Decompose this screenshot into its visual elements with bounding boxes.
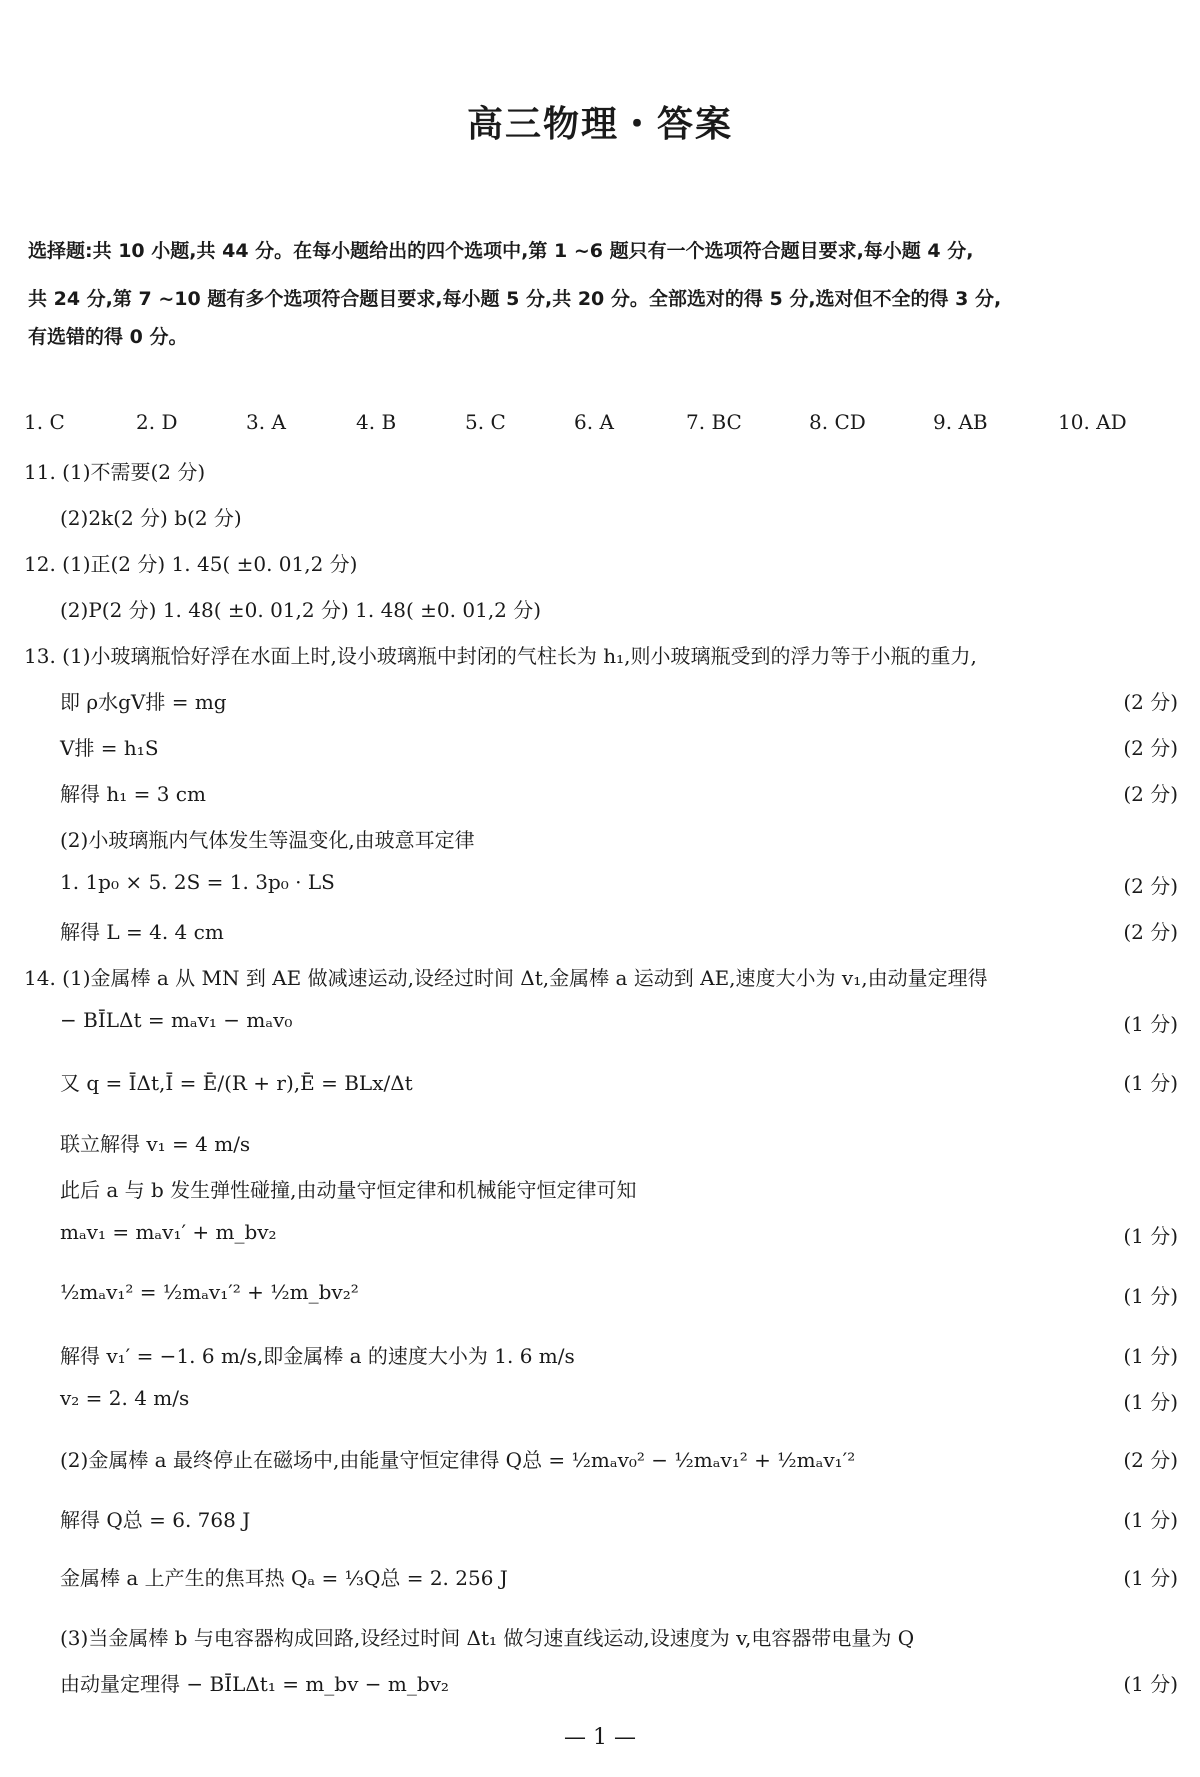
answer-line: ½mₐv₁² = ½mₐv₁′² + ½m_bv₂² bbox=[60, 1280, 359, 1304]
points-label: (1 分) bbox=[1123, 1566, 1178, 1590]
points-label: (1 分) bbox=[1123, 1508, 1178, 1532]
answer-6: 6. A bbox=[574, 410, 614, 434]
answer-line: (2)小玻璃瓶内气体发生等温变化,由玻意耳定律 bbox=[60, 828, 475, 852]
answer-line: mₐv₁ = mₐv₁′ + m_bv₂ bbox=[60, 1220, 277, 1244]
answer-line: (3)当金属棒 b 与电容器构成回路,设经过时间 Δt₁ 做匀速直线运动,设速度为 v,电容器带电量为 Q bbox=[60, 1626, 915, 1650]
points-label: (2 分) bbox=[1123, 920, 1178, 944]
answer-1: 1. C bbox=[24, 410, 65, 434]
answer-line: 即 ρ水gV排 = mg bbox=[60, 690, 227, 714]
answer-line: 11. (1)不需要(2 分) bbox=[24, 460, 206, 484]
answer-line: 解得 L = 4. 4 cm bbox=[60, 920, 224, 944]
answer-5: 5. C bbox=[465, 410, 506, 434]
answer-line: 解得 Q总 = 6. 768 J bbox=[60, 1508, 251, 1532]
points-label: (1 分) bbox=[1123, 1344, 1178, 1368]
answer-3: 3. A bbox=[246, 410, 286, 434]
points-label: (2 分) bbox=[1123, 736, 1178, 760]
answer-2: 2. D bbox=[136, 410, 178, 434]
answer-line: 13. (1)小玻璃瓶恰好浮在水面上时,设小玻璃瓶中封闭的气柱长为 h₁,则小玻璃瓶受到的浮力等于小瓶的重力, bbox=[24, 644, 977, 668]
points-label: (1 分) bbox=[1123, 1224, 1178, 1248]
answer-line: 解得 h₁ = 3 cm bbox=[60, 782, 206, 806]
answer-line: 12. (1)正(2 分) 1. 45( ±0. 01,2 分) bbox=[24, 552, 358, 576]
answer-line: − BĪLΔt = mₐv₁ − mₐv₀ bbox=[60, 1008, 293, 1032]
points-label: (1 分) bbox=[1123, 1672, 1178, 1696]
answer-8: 8. CD bbox=[809, 410, 866, 434]
answer-line: (2)P(2 分) 1. 48( ±0. 01,2 分) 1. 48( ±0. 01,2 分) bbox=[60, 598, 542, 622]
points-label: (1 分) bbox=[1123, 1390, 1178, 1414]
answer-line: V排 = h₁S bbox=[60, 736, 159, 760]
intro-line: 有选错的得 0 分。 bbox=[28, 326, 188, 348]
page-title: 高三物理・答案 bbox=[466, 104, 733, 145]
points-label: (2 分) bbox=[1123, 1448, 1178, 1472]
intro-line: 选择题:共 10 小题,共 44 分。在每小题给出的四个选项中,第 1 ~6 题只有一个选项符合题目要求,每小题 4 分, bbox=[28, 240, 974, 262]
points-label: (2 分) bbox=[1123, 690, 1178, 714]
answer-10: 10. AD bbox=[1058, 410, 1127, 434]
answer-line: (2)金属棒 a 最终停止在磁场中,由能量守恒定律得 Q总 = ½mₐv₀² − ½mₐv₁² + ½mₐv₁′² bbox=[60, 1448, 856, 1472]
answer-line: 联立解得 v₁ = 4 m/s bbox=[60, 1132, 251, 1156]
answer-line: (2)2k(2 分) b(2 分) bbox=[60, 506, 242, 530]
points-label: (2 分) bbox=[1123, 782, 1178, 806]
answer-line: 解得 v₁′ = −1. 6 m/s,即金属棒 a 的速度大小为 1. 6 m/s bbox=[60, 1344, 575, 1368]
points-label: (1 分) bbox=[1123, 1284, 1178, 1308]
answer-line: 1. 1p₀ × 5. 2S = 1. 3p₀ · LS bbox=[60, 870, 335, 894]
page-number: — 1 — bbox=[564, 1725, 636, 1750]
answer-line: 又 q = ĪΔt,Ī = Ē/(R + r),Ē = BLx/Δt bbox=[60, 1071, 413, 1095]
points-label: (1 分) bbox=[1123, 1012, 1178, 1036]
answer-line: 金属棒 a 上产生的焦耳热 Qₐ = ⅓Q总 = 2. 256 J bbox=[60, 1566, 508, 1590]
answer-7: 7. BC bbox=[686, 410, 742, 434]
answer-9: 9. AB bbox=[933, 410, 988, 434]
answer-line: v₂ = 2. 4 m/s bbox=[60, 1386, 190, 1410]
intro-line: 共 24 分,第 7 ~10 题有多个选项符合题目要求,每小题 5 分,共 20 分。全部选对的得 5 分,选对但不全的得 3 分, bbox=[28, 288, 1002, 310]
points-label: (2 分) bbox=[1123, 874, 1178, 898]
answer-line: 由动量定理得 − BĪLΔt₁ = m_bv − m_bv₂ bbox=[60, 1672, 449, 1696]
answer-4: 4. B bbox=[356, 410, 397, 434]
answer-line: 此后 a 与 b 发生弹性碰撞,由动量守恒定律和机械能守恒定律可知 bbox=[60, 1178, 637, 1202]
points-label: (1 分) bbox=[1123, 1071, 1178, 1095]
answer-line: 14. (1)金属棒 a 从 MN 到 AE 做减速运动,设经过时间 Δt,金属棒 a 运动到 AE,速度大小为 v₁,由动量定理得 bbox=[24, 966, 988, 990]
